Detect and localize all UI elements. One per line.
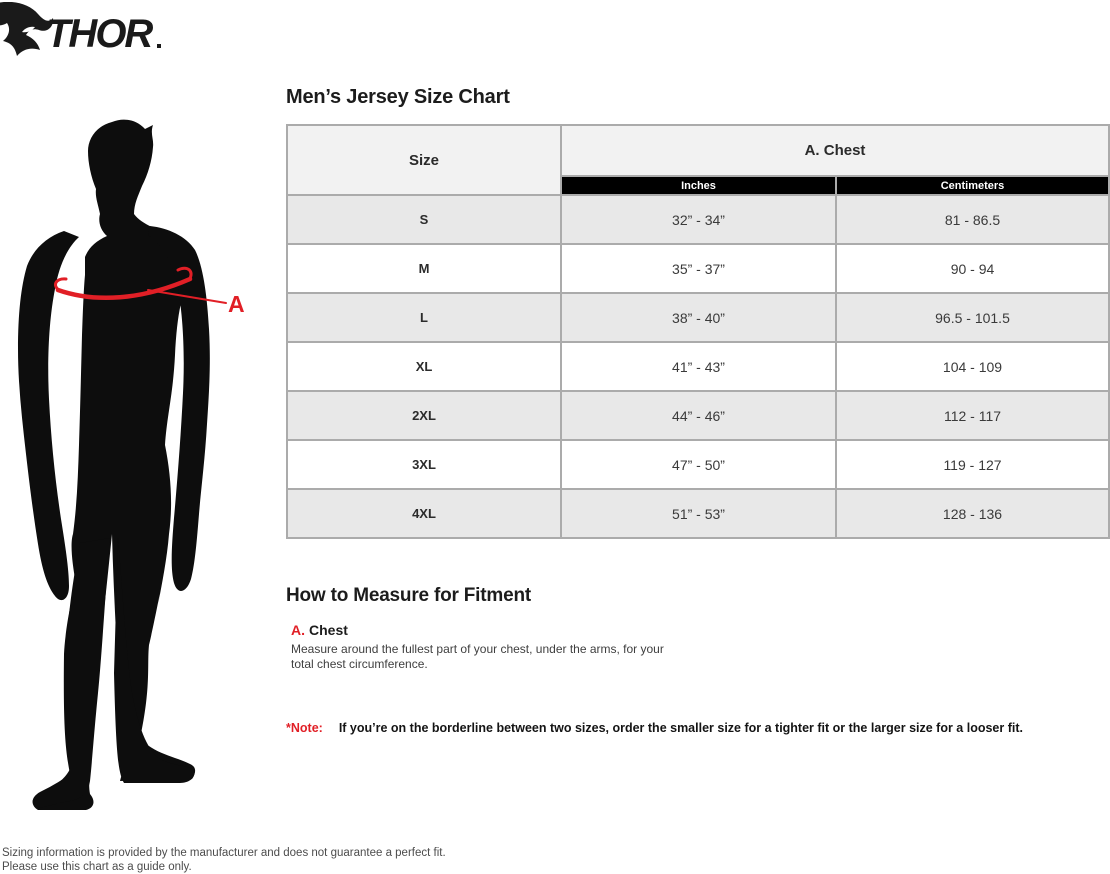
note-label: *Note: (286, 721, 323, 735)
size-chart-title: Men’s Jersey Size Chart (286, 86, 510, 108)
logo-trademark-dot (157, 44, 161, 48)
size-cell: 3XL (287, 440, 561, 489)
table-row (287, 293, 1109, 342)
cm-cell: 112 - 117 (836, 391, 1109, 440)
disclaimer-line-1: Sizing information is provided by the manufacturer and does not guarantee a perfect fit. (2, 847, 446, 859)
size-cell: M (287, 244, 561, 293)
size-chart-table-container (286, 124, 1110, 539)
table-header-row (287, 125, 1109, 176)
cm-cell: 96.5 - 101.5 (836, 293, 1109, 342)
cm-cell: 104 - 109 (836, 342, 1109, 391)
cm-cell: 90 - 94 (836, 244, 1109, 293)
size-cell: 4XL (287, 489, 561, 538)
chest-label: A (228, 291, 245, 317)
measure-description: Measure around the fullest part of your chest, under the arms, for your total chest circumference. (291, 642, 664, 671)
inches-unit-header: Inches (561, 176, 836, 195)
size-cell: 2XL (287, 391, 561, 440)
inches-cell: 41” - 43” (561, 342, 836, 391)
note-text: If you’re on the borderline between two sizes, order the smaller size for a tighter fit or the larger size for a looser fit. (338, 721, 1023, 735)
table-row (287, 391, 1109, 440)
logo-wordmark: THOR (46, 12, 152, 56)
disclaimer-line-2: Please use this chart as a guide only. (2, 861, 192, 873)
inches-cell: 32” - 34” (561, 195, 836, 244)
cm-cell: 81 - 86.5 (836, 195, 1109, 244)
cm-cell: 119 - 127 (836, 440, 1109, 489)
inches-cell: 47” - 50” (561, 440, 836, 489)
inches-cell: 51” - 53” (561, 489, 836, 538)
inches-cell: 44” - 46” (561, 391, 836, 440)
inches-cell: 35” - 37” (561, 244, 836, 293)
size-cell: S (287, 195, 561, 244)
cm-cell: 128 - 136 (836, 489, 1109, 538)
centimeters-unit-header: Centimeters (836, 176, 1109, 195)
table-row (287, 489, 1109, 538)
measure-item-chest (291, 622, 348, 638)
table-row (287, 440, 1109, 489)
thor-logo (0, 2, 194, 62)
chest-column-header: A. Chest (561, 125, 1109, 176)
measure-key: A. (291, 622, 305, 638)
how-to-measure-title: How to Measure for Fitment (286, 585, 531, 606)
male-silhouette (18, 120, 210, 810)
sizing-note (286, 721, 1023, 735)
size-chart-table (286, 124, 1110, 539)
size-cell: XL (287, 342, 561, 391)
table-row (287, 342, 1109, 391)
size-column-header: Size (287, 125, 561, 195)
size-cell: L (287, 293, 561, 342)
body-measurement-figure (0, 113, 262, 819)
table-row (287, 244, 1109, 293)
measure-name: Chest (309, 622, 348, 638)
inches-cell: 38” - 40” (561, 293, 836, 342)
table-row (287, 195, 1109, 244)
disclaimer (2, 846, 446, 874)
